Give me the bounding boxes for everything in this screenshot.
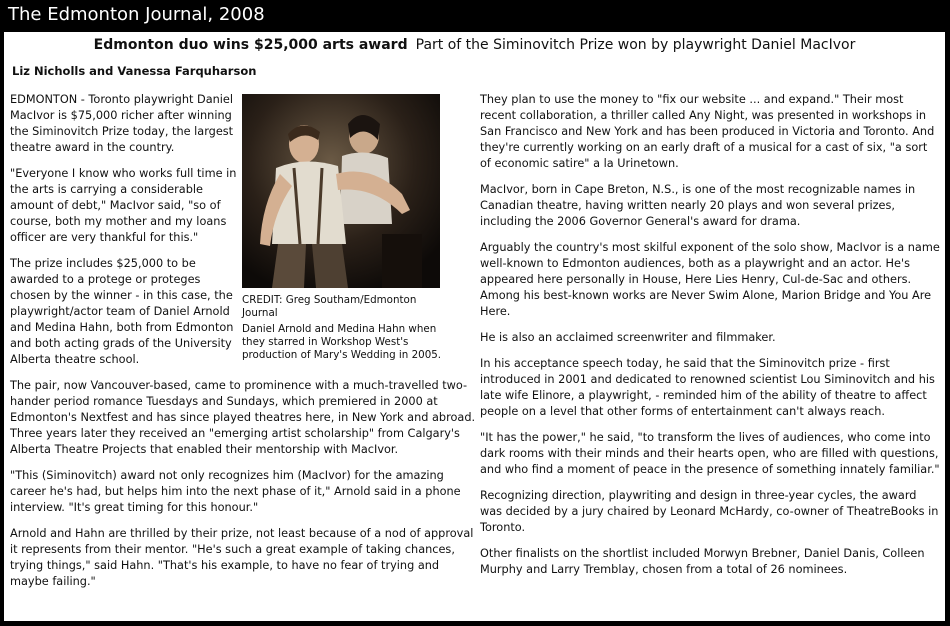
photo-credit: CREDIT: Greg Southam/Edmonton Journal	[242, 294, 417, 319]
paragraph: "It has the power," he said, "to transform the lives of audiences, who come into dark rooms with their minds and their hearts open, who are filled with questions, and who find a moment of peace in the presence of something innately familiar."	[480, 431, 940, 476]
headline	[4, 36, 945, 54]
paragraph: "Everyone I know who works full time in the arts is carrying a considerable amount of debt," MacIvor said, "so of course, both my mother and my loans officer are very thankful for this."	[10, 167, 237, 244]
paragraph: Arguably the country's most skilful exponent of the solo show, MacIvor is a name well-known to Edmonton audiences, both as a playwright and an actor. He's appeared here personally in House, Here Lies Henry, Cul-de-Sac and others. Among his best-known works are Never Swim Alone, Marion Bridge and You Are Here.	[480, 241, 940, 318]
article-clipping	[4, 32, 945, 621]
paragraph: Other finalists on the shortlist included Morwyn Brebner, Daniel Danis, Colleen Murphy and Larry Tremblay, chosen from a total of 26 nominees.	[480, 547, 925, 576]
paragraph: EDMONTON - Toronto playwright Daniel MacIvor is $75,000 richer after winning the Siminovitch Prize today, the largest theatre award in the country.	[10, 93, 234, 154]
photo-caption: Daniel Arnold and Medina Hahn when they starred in Workshop West's production of Mary's Wedding in 2005.	[242, 323, 442, 361]
paragraph: They plan to use the money to "fix our website ... and expand." Their most recent collaboration, a thriller called Any Night, was presented in workshops in San Francisco and New York and has been produced in Victoria and Toronto. And they're currently working on an early draft of a musical for a cast of six, "a sort of economic satire" a la Urinetown.	[480, 93, 935, 170]
paragraph: Arnold and Hahn are thrilled by their prize, not least because of a nod of approval it represents from their mentor. "He's such a great example of taking chances, trying things," said Hahn. "That's his example, to have no fear of trying and maybe failing."	[10, 527, 474, 588]
paragraph: Recognizing direction, playwriting and design in three-year cycles, the award was decided by a jury chaired by Leonard McHardy, co-owner of TheatreBooks in Toronto.	[480, 489, 939, 534]
paragraph: He is also an acclaimed screenwriter and filmmaker.	[480, 331, 776, 344]
headline-sub: Part of the Siminovitch Prize won by playwright Daniel MacIvor	[415, 37, 856, 53]
paragraph: The prize includes $25,000 to be awarded to a protege or proteges chosen by the winner - in this case, the playwright/actor team of Daniel Arnold and Medina Hahn, both from Edmonton and both acting grads of the University Alberta theatre school.	[10, 257, 234, 366]
byline: Liz Nicholls and Vanessa Farquharson	[12, 64, 257, 78]
left-column	[10, 92, 476, 600]
masthead: The Edmonton Journal, 2008	[8, 4, 265, 25]
right-column	[480, 92, 940, 588]
paragraph: MacIvor, born in Cape Breton, N.S., is one of the most recognizable names in Canadian theatre, having written nearly 20 plays and won several prizes, including the 2006 Governor General's award for drama.	[480, 183, 916, 228]
paragraph: "This (Siminovitch) award not only recognizes him (MacIvor) for the amazing career he's had, but helps him into the next phase of it," Arnold said in a phone interview. "It's great timing for this honour."	[10, 469, 461, 514]
paragraph: In his acceptance speech today, he said that the Siminovitch prize - first introduced in 2001 and dedicated to renowned scientist Lou Siminovitch and his late wife Elinore, a playwright, - reminded him of the ability of theatre to affect people on a level that other forms of entertainment can't always reach.	[480, 357, 935, 418]
paragraph: The pair, now Vancouver-based, came to prominence with a much-travelled two-hander period romance Tuesdays and Sundays, which premiered in 2000 at Edmonton's Nextfest and has since played theatres here, in New York and abroad. Three years later they received an "emerging artist scholarship" from Calgary's Alberta Theatre Projects that enabled their mentorship with MacIvor.	[10, 379, 476, 456]
headline-main: Edmonton duo wins $25,000 arts award	[93, 37, 408, 53]
